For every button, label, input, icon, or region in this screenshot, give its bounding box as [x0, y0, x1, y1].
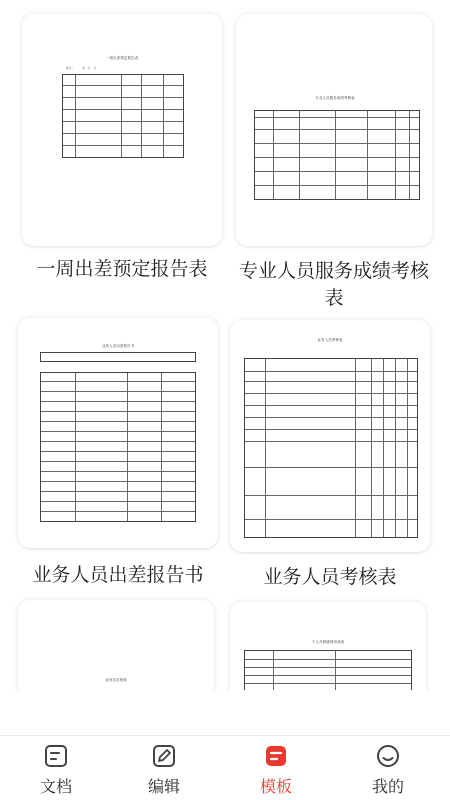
template-title-2[interactable]: 专业人员服务成绩考核表 — [238, 260, 429, 309]
document-icon — [43, 743, 69, 769]
tab-documents[interactable] — [0, 736, 112, 800]
template-icon — [263, 743, 289, 769]
template-title-1[interactable]: 一周出差预定报告表 — [36, 258, 208, 280]
doc-title: 个人升职级别申请表 — [311, 640, 345, 644]
doc-title: 业务员月报表 — [105, 678, 127, 682]
tab-label: 我的 — [371, 777, 404, 796]
template-title-4[interactable]: 业务人员考核表 — [263, 566, 397, 588]
template-title-3[interactable]: 业务人员出差报告书 — [32, 564, 204, 586]
template-card-5[interactable] — [18, 600, 214, 690]
edit-pen-icon — [151, 743, 177, 769]
template-preview-4 — [238, 328, 422, 542]
template-preview-2 — [246, 74, 424, 204]
template-preview-6 — [238, 608, 418, 690]
doc-title: 业务人员考核表 — [317, 338, 343, 342]
template-card-2[interactable] — [236, 14, 432, 246]
tab-label: 模板 — [259, 777, 292, 796]
template-card-3[interactable] — [18, 318, 218, 548]
bottom-tab-bar — [0, 735, 450, 800]
template-card-6[interactable] — [230, 602, 426, 690]
doc-title: 一周出差预定报告表 — [105, 56, 139, 60]
tab-label: 编辑 — [147, 777, 180, 796]
template-preview-1: 一周出差预定报告表 姓名： 年 月 日 — [36, 28, 208, 238]
template-preview-3 — [32, 328, 204, 540]
template-preview-5 — [28, 610, 204, 690]
template-card-4[interactable] — [230, 320, 430, 552]
doc-title: 业务人员出差报告书 — [101, 344, 135, 348]
profile-smile-icon — [375, 743, 401, 769]
tab-edit[interactable] — [108, 736, 220, 800]
doc-title: 专业人员服务成绩考核表 — [315, 96, 355, 100]
template-card-1[interactable] — [22, 14, 222, 246]
tab-profile[interactable] — [332, 736, 444, 800]
tab-label: 文档 — [39, 777, 72, 796]
tab-templates[interactable] — [220, 736, 332, 800]
